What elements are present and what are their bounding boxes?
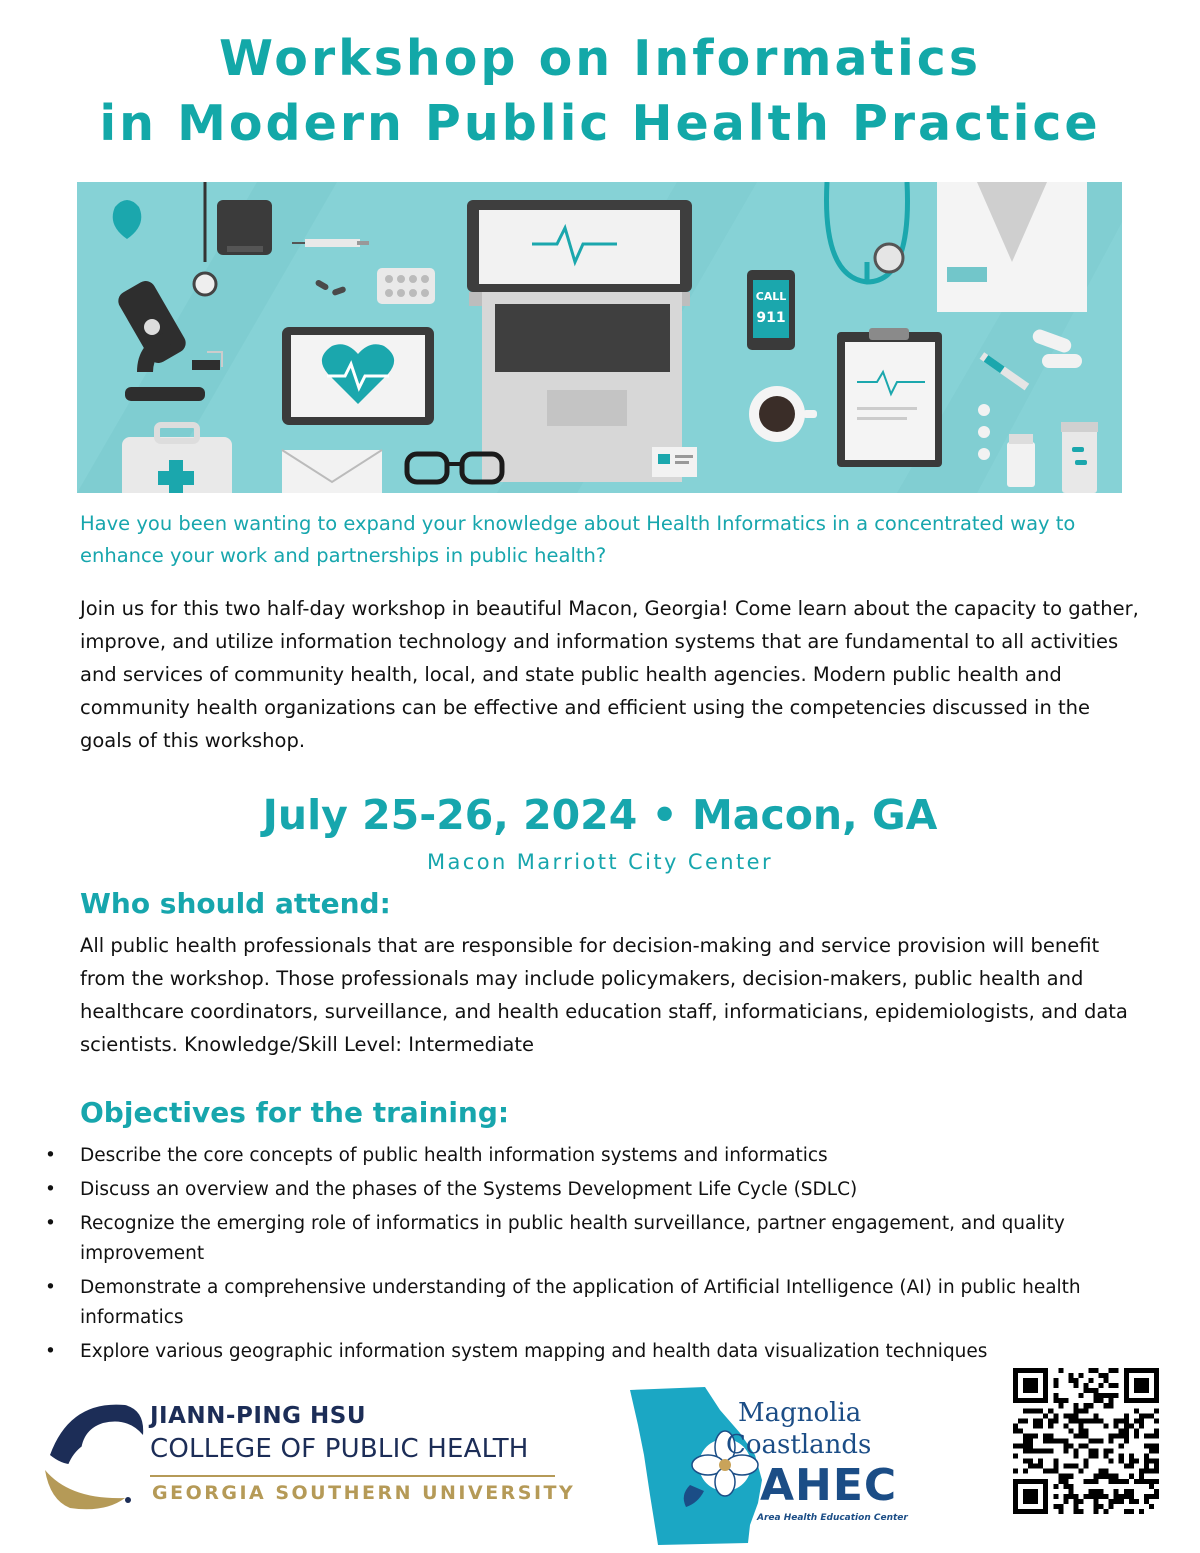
objective-item xyxy=(40,1273,1120,1333)
objectives-list xyxy=(40,1141,1120,1371)
phone-text-911: 911 xyxy=(756,310,786,326)
objective-item xyxy=(40,1337,1120,1367)
bullet-icon: • xyxy=(45,1277,56,1298)
objective-text: Recognize the emerging role of informatics in public health surveillance, partner engagement, and quality improvement xyxy=(80,1213,1065,1264)
doctor-coat-icon xyxy=(937,182,1087,312)
objective-text: Describe the core concepts of public health information systems and informatics xyxy=(80,1145,828,1166)
gsu-divider xyxy=(150,1475,555,1477)
who-should-attend-heading: Who should attend: xyxy=(80,887,391,920)
objective-item xyxy=(40,1209,1120,1269)
ahec-line-1: Magnolia xyxy=(738,1398,862,1428)
bullet-icon: • xyxy=(45,1213,56,1234)
gsu-line-3: GEORGIA SOUTHERN UNIVERSITY xyxy=(152,1482,576,1504)
objective-item xyxy=(40,1141,1120,1171)
objective-text: Explore various geographic information system mapping and health data visualization techniques xyxy=(80,1341,988,1362)
intro-question: Have you been wanting to expand your knowledge about Health Informatics in a concentrated way to enhance your work and partnerships in public health? xyxy=(80,512,1076,567)
title-line-2: in Modern Public Health Practice xyxy=(99,95,1101,152)
phone-text-call: CALL xyxy=(755,290,787,303)
qr-code-icon[interactable] xyxy=(1013,1368,1159,1514)
bullet-icon: • xyxy=(45,1179,56,1200)
envelope-icon xyxy=(282,450,382,493)
who-should-attend-text: All public health professionals that are responsible for decision-making and service provision will benefit from the workshop. Those professionals may include policymakers, decision-makers, public health and healthcare coordinators, surveillance, and health education staff, informaticians, epidemiologists, and data scientists. Knowledge/Skill Level: Intermediate xyxy=(80,934,1128,1056)
objectives-heading: Objectives for the training: xyxy=(80,1096,510,1129)
ahec-line-2: Coastlands xyxy=(726,1430,872,1460)
ahec-line-3: AHEC xyxy=(760,1460,898,1511)
objective-item xyxy=(40,1175,1120,1205)
tablet-heart-icon xyxy=(282,327,434,425)
tablet-pills-icon xyxy=(978,404,990,460)
event-venue: Macon Marriott City Center xyxy=(427,850,773,874)
phone-call-911-icon xyxy=(747,270,795,350)
laptop-icon xyxy=(467,200,692,482)
objective-text: Discuss an overview and the phases of the Systems Development Life Cycle (SDLC) xyxy=(80,1179,858,1200)
event-date-location: July 25-26, 2024 • Macon, GA xyxy=(262,791,938,839)
clipboard-icon xyxy=(837,328,942,467)
title-line-1: Workshop on Informatics xyxy=(219,30,981,87)
bullet-icon: • xyxy=(45,1341,56,1362)
workshop-description: Join us for this two half-day workshop in beautiful Macon, Georgia! Come learn about the capacity to gather, improve, and utilize information technology and information systems that are fundamental to all activities and services of community health, local, and state public health agencies. Modern public health and community health organizations can be effective and efficient using the competencies discussed in the goals of this workshop. xyxy=(80,597,1139,752)
objective-text: Demonstrate a comprehensive understanding of the application of Artificial Intelligence (AI) in public health informatics xyxy=(80,1277,1081,1328)
gsu-line-2: COLLEGE OF PUBLIC HEALTH xyxy=(150,1434,529,1464)
gsu-line-1: JIANN-PING HSU xyxy=(150,1403,366,1429)
id-badge-icon xyxy=(652,447,697,477)
medical-banner-image xyxy=(77,182,1122,493)
ahec-line-4: Area Health Education Center xyxy=(757,1513,908,1523)
bullet-icon: • xyxy=(45,1145,56,1166)
